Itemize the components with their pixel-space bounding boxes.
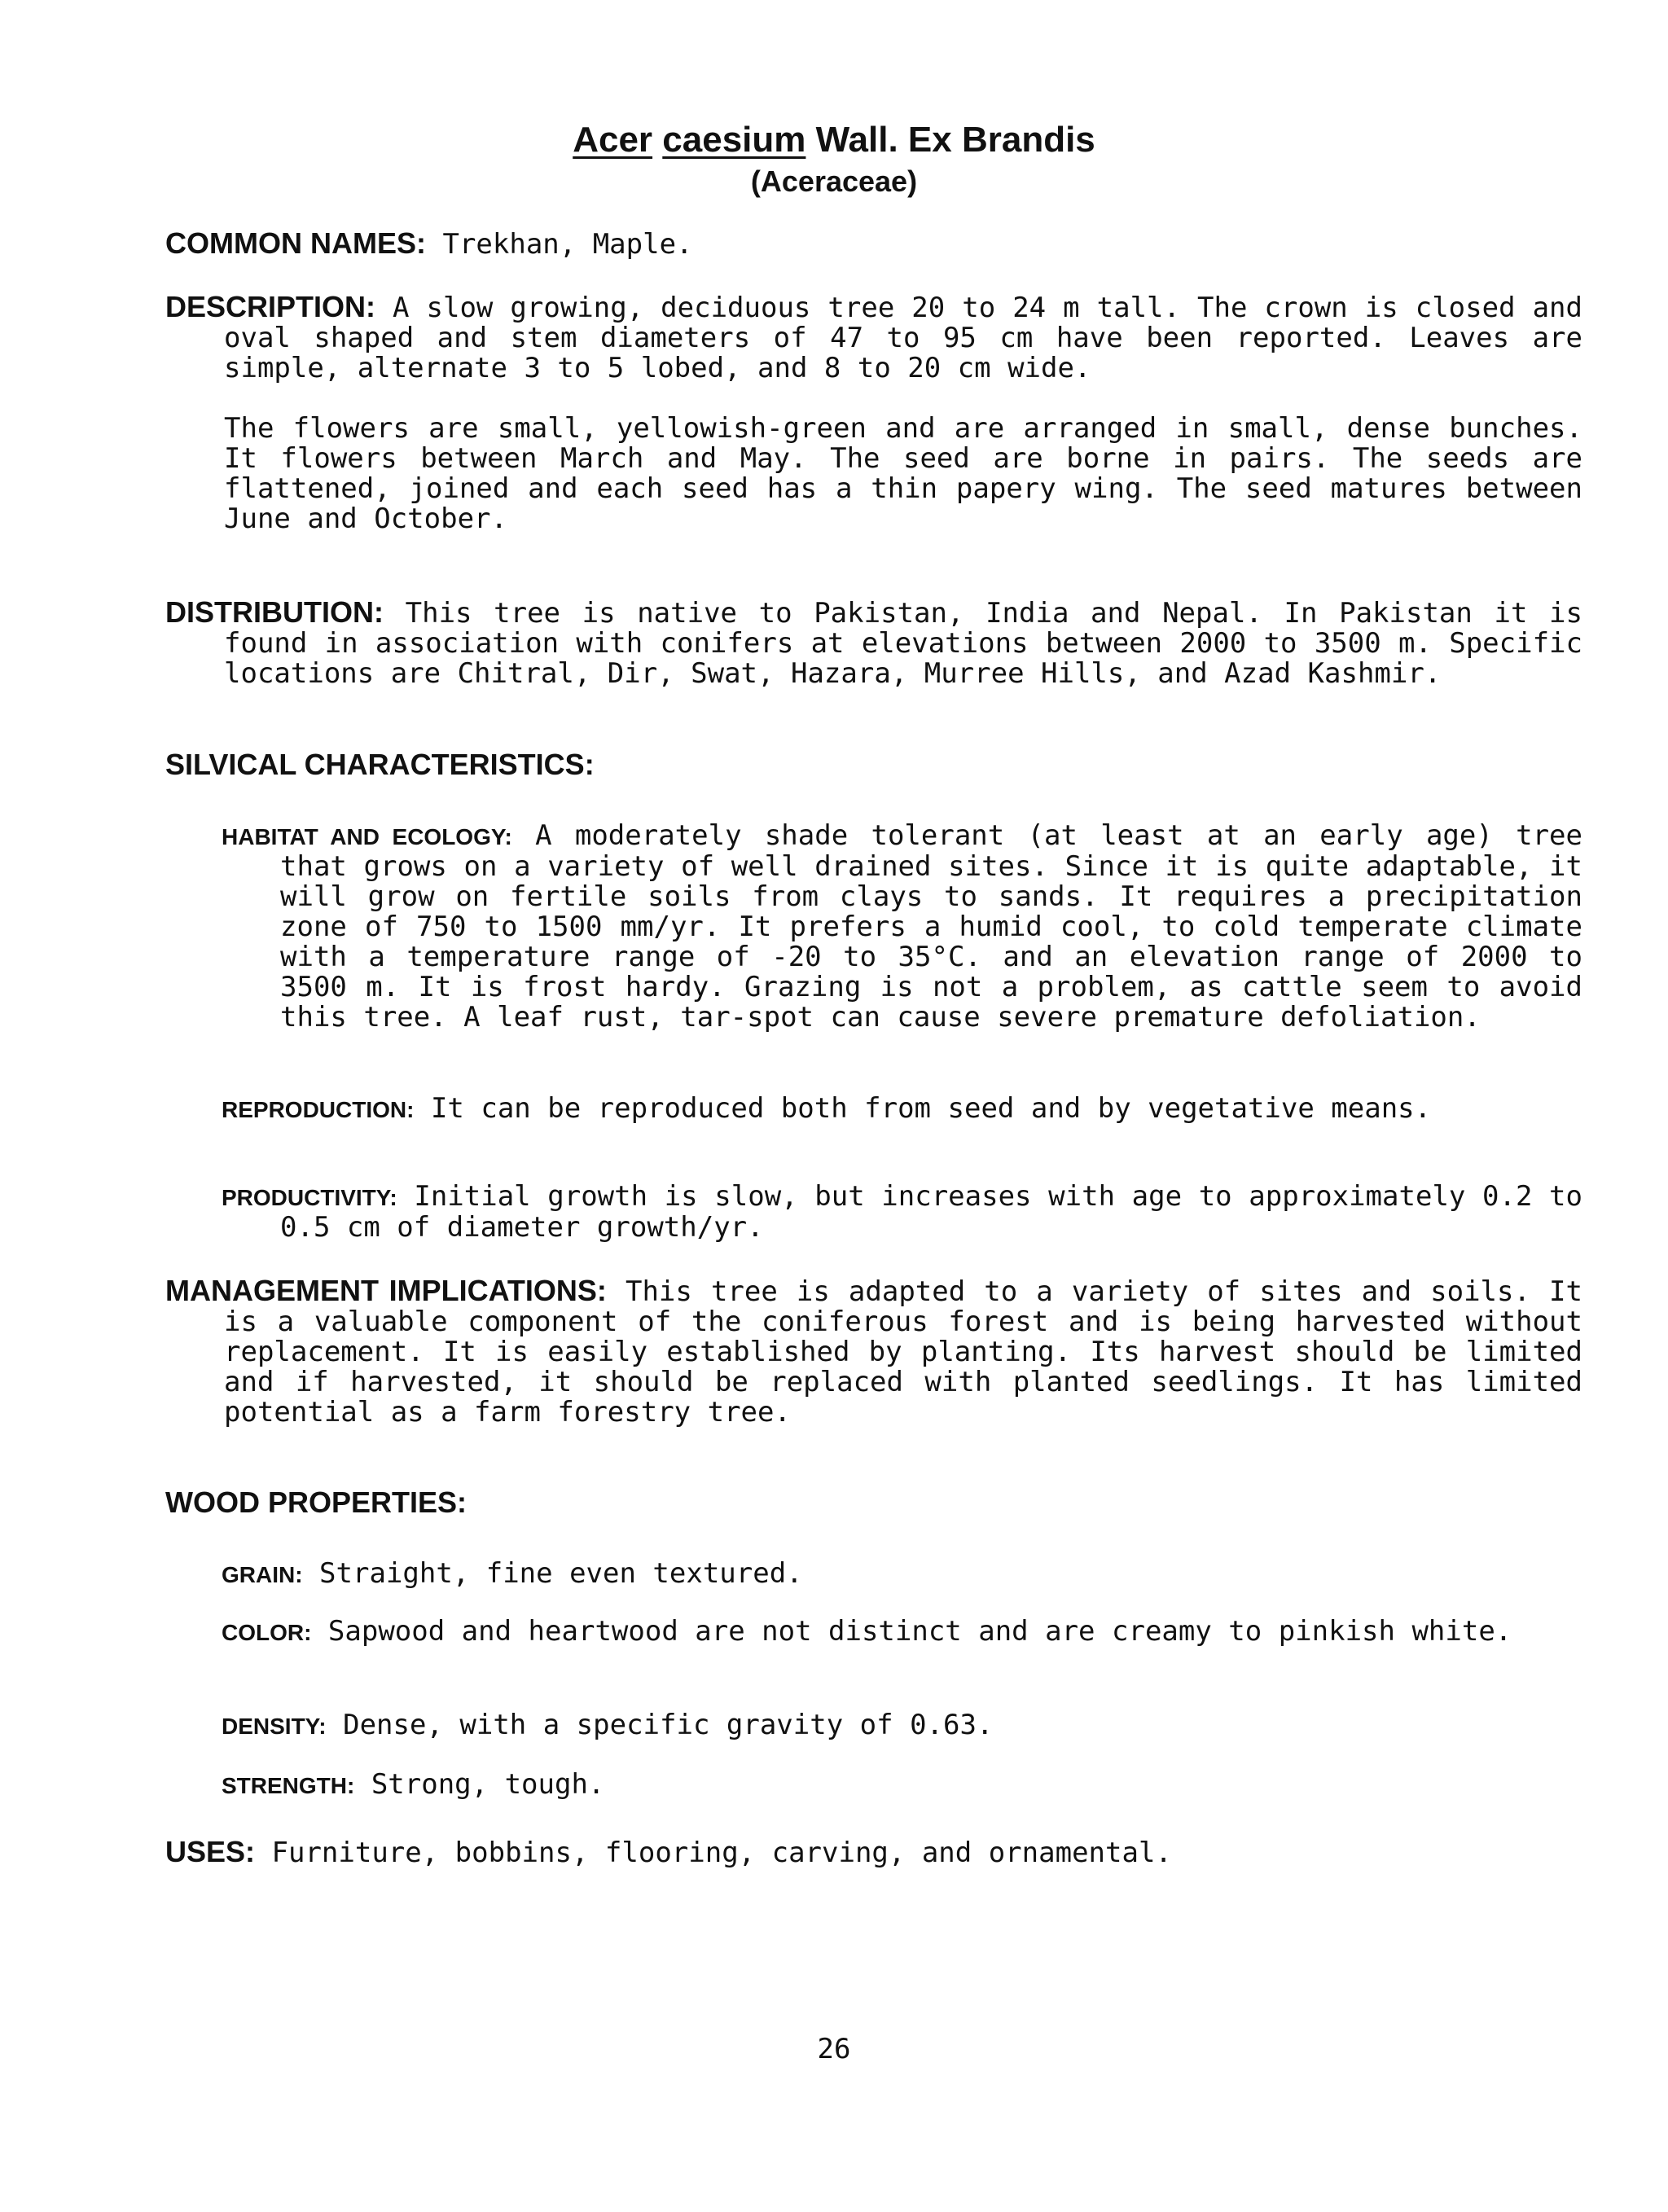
common-names-text: Trekhan, Maple. — [442, 228, 693, 261]
distribution-section — [165, 597, 1582, 689]
common-names-paragraph — [165, 228, 1582, 260]
page-number: 26 — [817, 2033, 851, 2065]
common-names-label: COMMON NAMES: — [165, 226, 426, 260]
distribution-text: This tree is native to Pakistan, India and Nepal. In Pakistan it is found in association with conifers at elevations between 2000 to 3500 m. Specific locations are Chitral, Dir, Swat, Hazara, Murree Hills, and Azad Kashmir. — [224, 597, 1582, 690]
grain-label: GRAIN: — [222, 1562, 303, 1587]
description-text: A slow growing, deciduous tree 20 to 24 m tall. The crown is closed and oval shaped and stem diameters of 47 to 95 cm have been reported. Leaves are simple, alternate 3 to 5 lobed, and 8 to 20 cm wide. — [224, 292, 1582, 384]
silvical-label: SILVICAL CHARACTERISTICS: — [165, 748, 595, 781]
productivity-section — [222, 1182, 1582, 1243]
reproduction-label: REPRODUCTION: — [222, 1097, 415, 1122]
color-paragraph — [222, 1617, 1582, 1648]
productivity-text: Initial growth is slow, but increases with age to approximately 0.2 to 0.5 cm of diameter growth/yr. — [280, 1180, 1582, 1244]
uses-paragraph — [165, 1837, 1582, 1868]
color-section — [222, 1617, 1582, 1648]
species-name: caesium — [662, 120, 806, 160]
color-label: COLOR: — [222, 1620, 312, 1645]
wood-properties-label: WOOD PROPERTIES: — [165, 1486, 467, 1519]
density-section — [222, 1710, 1582, 1741]
density-label: DENSITY: — [222, 1714, 327, 1739]
habitat-text: A moderately shade tolerant (at least at an early age) tree that grows on a variety of well drained sites. Since it is quite adaptable, it will grow on fertile soils from clays to sands. It requires a precipitation zone of 750 to 1500 mm/yr. It prefers a humid cool, to cold temperate climate with a temperature range of -20 to 35°C. and an elevation range of 2000 to 3500 m. It is frost hardy. Grazing is not a problem, as cattle seem to avoid this tree. A leaf rust, tar-spot can cause severe premature defoliation. — [280, 819, 1582, 1034]
color-text: Sapwood and heartwood are not distinct and are creamy to pinkish white. — [327, 1615, 1512, 1648]
genus-name: Acer — [573, 120, 653, 160]
description-label: DESCRIPTION: — [165, 290, 376, 323]
uses-text: Furniture, bobbins, flooring, carving, and ornamental. — [271, 1837, 1172, 1869]
uses-label: USES: — [165, 1835, 256, 1868]
management-text: This tree is adapted to a variety of sites and soils. It is a valuable component of the coniferous forest and is being harvested without replacement. It is easily established by planting. Its harvest should be limited and if harvested, it should be replaced with planted seedlings. It has limited potential as a farm forestry tree. — [224, 1275, 1582, 1429]
family-name: (Aceraceae) — [750, 165, 918, 198]
strength-label: STRENGTH: — [222, 1773, 355, 1798]
habitat-section — [222, 821, 1582, 1033]
strength-text: Strong, tough. — [371, 1768, 605, 1801]
management-section — [165, 1275, 1582, 1428]
species-authority: Wall. Ex Brandis — [815, 120, 1095, 160]
grain-section — [222, 1559, 1582, 1590]
productivity-paragraph — [222, 1182, 1582, 1243]
reproduction-paragraph — [222, 1094, 1582, 1125]
habitat-paragraph — [222, 821, 1582, 1033]
distribution-paragraph — [165, 597, 1582, 689]
grain-paragraph — [222, 1559, 1582, 1590]
habitat-label: HABITAT AND ECOLOGY: — [222, 824, 512, 849]
density-paragraph — [222, 1710, 1582, 1741]
density-text: Dense, with a specific gravity of 0.63. — [343, 1709, 994, 1741]
strength-paragraph — [222, 1770, 1582, 1801]
species-title — [0, 118, 1668, 162]
silvical-heading — [165, 748, 1582, 782]
description-paragraph — [165, 292, 1582, 384]
management-label: MANAGEMENT IMPLICATIONS: — [165, 1274, 607, 1307]
common-names-section — [165, 228, 1582, 260]
productivity-label: PRODUCTIVITY: — [222, 1185, 397, 1210]
title-block — [0, 118, 1668, 200]
distribution-label: DISTRIBUTION: — [165, 595, 384, 629]
reproduction-section — [222, 1094, 1582, 1125]
wood-properties-heading — [165, 1486, 1582, 1520]
management-paragraph — [165, 1275, 1582, 1428]
description-section — [165, 292, 1582, 534]
description-paragraph-2: The flowers are small, yellowish-green and are arranged in small, dense bunches. It flowers between March and May. The seed are borne in pairs. The seeds are flattened, joined and each seed has a thin papery wing. The seed matures between June and October. — [224, 412, 1582, 535]
uses-section — [165, 1837, 1582, 1868]
reproduction-text: It can be reproduced both from seed and by vegetative means. — [430, 1092, 1432, 1125]
strength-section — [222, 1770, 1582, 1801]
grain-text: Straight, fine even textured. — [319, 1557, 803, 1590]
